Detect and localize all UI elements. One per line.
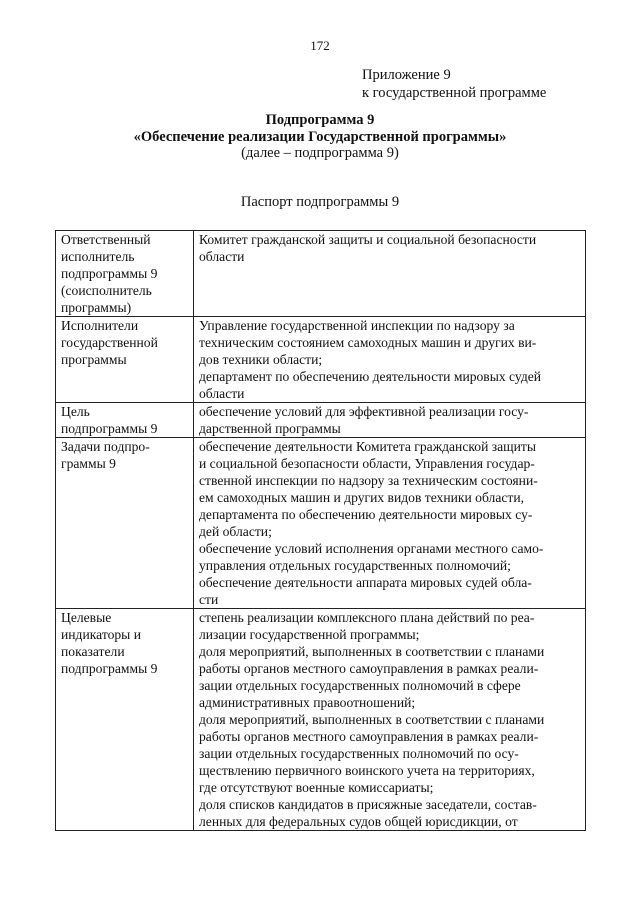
- row-content: [194, 403, 586, 438]
- content-line: работы органов местного самоуправления в рамках реали-: [199, 729, 539, 744]
- content-line: обеспечение деятельности Комитета гражданской защиты: [199, 439, 536, 454]
- table-row: [56, 231, 586, 317]
- title-line-2: «Обеспечение реализации Государственной программы»: [133, 128, 507, 145]
- content-line: управления отдельных государственных полномочий;: [199, 558, 511, 573]
- content-line: области: [199, 249, 245, 264]
- passport-heading: Паспорт подпрограммы 9: [240, 194, 400, 210]
- content-line: ственной инспекции по надзору за техническим состояни-: [199, 473, 538, 488]
- label-line: государственной: [61, 335, 158, 350]
- content-line: административных правоотношений;: [199, 695, 416, 710]
- content-line: департамент по обеспечению деятельности мировых судей: [199, 369, 542, 384]
- content-line: дов техники области;: [199, 352, 323, 367]
- title-line-3: (далее – подпрограмма 9): [241, 145, 399, 161]
- row-label: [56, 231, 194, 317]
- content-line: зации отдельных государственных полномочий в сфере: [199, 678, 521, 693]
- content-line: и социальной безопасности области, Управления государ-: [199, 456, 535, 471]
- content-line: области: [199, 386, 245, 401]
- label-line: Целевые: [61, 610, 112, 625]
- content-line: департамента по обеспечению деятельности мировых су-: [199, 507, 533, 522]
- appendix-line-2: к государственной программе: [362, 85, 547, 101]
- label-line: программы): [61, 300, 132, 315]
- label-line: граммы 9: [61, 456, 116, 471]
- content-line: степень реализации комплексного плана действий по реа-: [199, 610, 535, 625]
- row-label: [56, 403, 194, 438]
- label-line: Ответственный: [61, 232, 151, 247]
- row-label: [56, 317, 194, 403]
- table-row: [56, 403, 586, 438]
- row-label: [56, 438, 194, 609]
- content-line: техническим состоянием самоходных машин и других ви-: [199, 335, 537, 350]
- content-line: зации отдельных государственных полномочий по осу-: [199, 746, 519, 761]
- row-label: [56, 609, 194, 831]
- label-line: Исполнители: [61, 318, 139, 333]
- row-content: [194, 231, 586, 317]
- content-line: ленных для федеральных судов общей юрисдикции, от: [199, 814, 518, 829]
- row-content: [194, 609, 586, 831]
- page-number: 172: [310, 38, 330, 53]
- label-line: показатели: [61, 644, 125, 659]
- appendix-line-1: Приложение 9: [362, 67, 451, 83]
- label-line: подпрограммы 9: [61, 661, 158, 676]
- appendix-note: [362, 66, 546, 102]
- content-line: сти: [199, 592, 219, 607]
- content-line: ществлению первичного воинского учета на территориях,: [199, 763, 535, 778]
- label-line: Задачи подпро-: [61, 439, 150, 454]
- table-row: [56, 438, 586, 609]
- label-line: индикаторы и: [61, 627, 141, 642]
- table-row: [56, 609, 586, 831]
- row-content: [194, 438, 586, 609]
- label-line: исполнитель: [61, 249, 135, 264]
- subprogram-title: [0, 112, 640, 162]
- label-line: Цель: [61, 404, 90, 419]
- content-line: ем самоходных машин и других видов техники области,: [199, 490, 525, 505]
- content-line: обеспечение деятельности аппарата мировых судей обла-: [199, 575, 532, 590]
- table-row: [56, 317, 586, 403]
- passport-table: [55, 230, 586, 831]
- content-line: дей области;: [199, 524, 272, 539]
- content-line: где отсутствуют военные комиссариаты;: [199, 780, 434, 795]
- row-content: [194, 317, 586, 403]
- content-line: доля списков кандидатов в присяжные заседатели, состав-: [199, 797, 537, 812]
- title-line-1: Подпрограмма 9: [265, 112, 375, 128]
- content-line: доля мероприятий, выполненных в соответствии с планами: [199, 644, 545, 659]
- content-line: работы органов местного самоуправления в рамках реали-: [199, 661, 539, 676]
- content-line: дарственной программы: [199, 421, 341, 436]
- content-line: лизации государственной программы;: [199, 627, 420, 642]
- label-line: подпрограммы 9: [61, 266, 158, 281]
- content-line: обеспечение условий исполнения органами местного само-: [199, 541, 544, 556]
- content-line: Комитет гражданской защиты и социальной безопасности: [199, 232, 537, 247]
- label-line: программы: [61, 352, 127, 367]
- label-line: (соисполнитель: [61, 283, 152, 298]
- label-line: подпрограммы 9: [61, 421, 158, 436]
- content-line: обеспечение условий для эффективной реализации госу-: [199, 404, 529, 419]
- content-line: доля мероприятий, выполненных в соответствии с планами: [199, 712, 545, 727]
- content-line: Управление государственной инспекции по надзору за: [199, 318, 515, 333]
